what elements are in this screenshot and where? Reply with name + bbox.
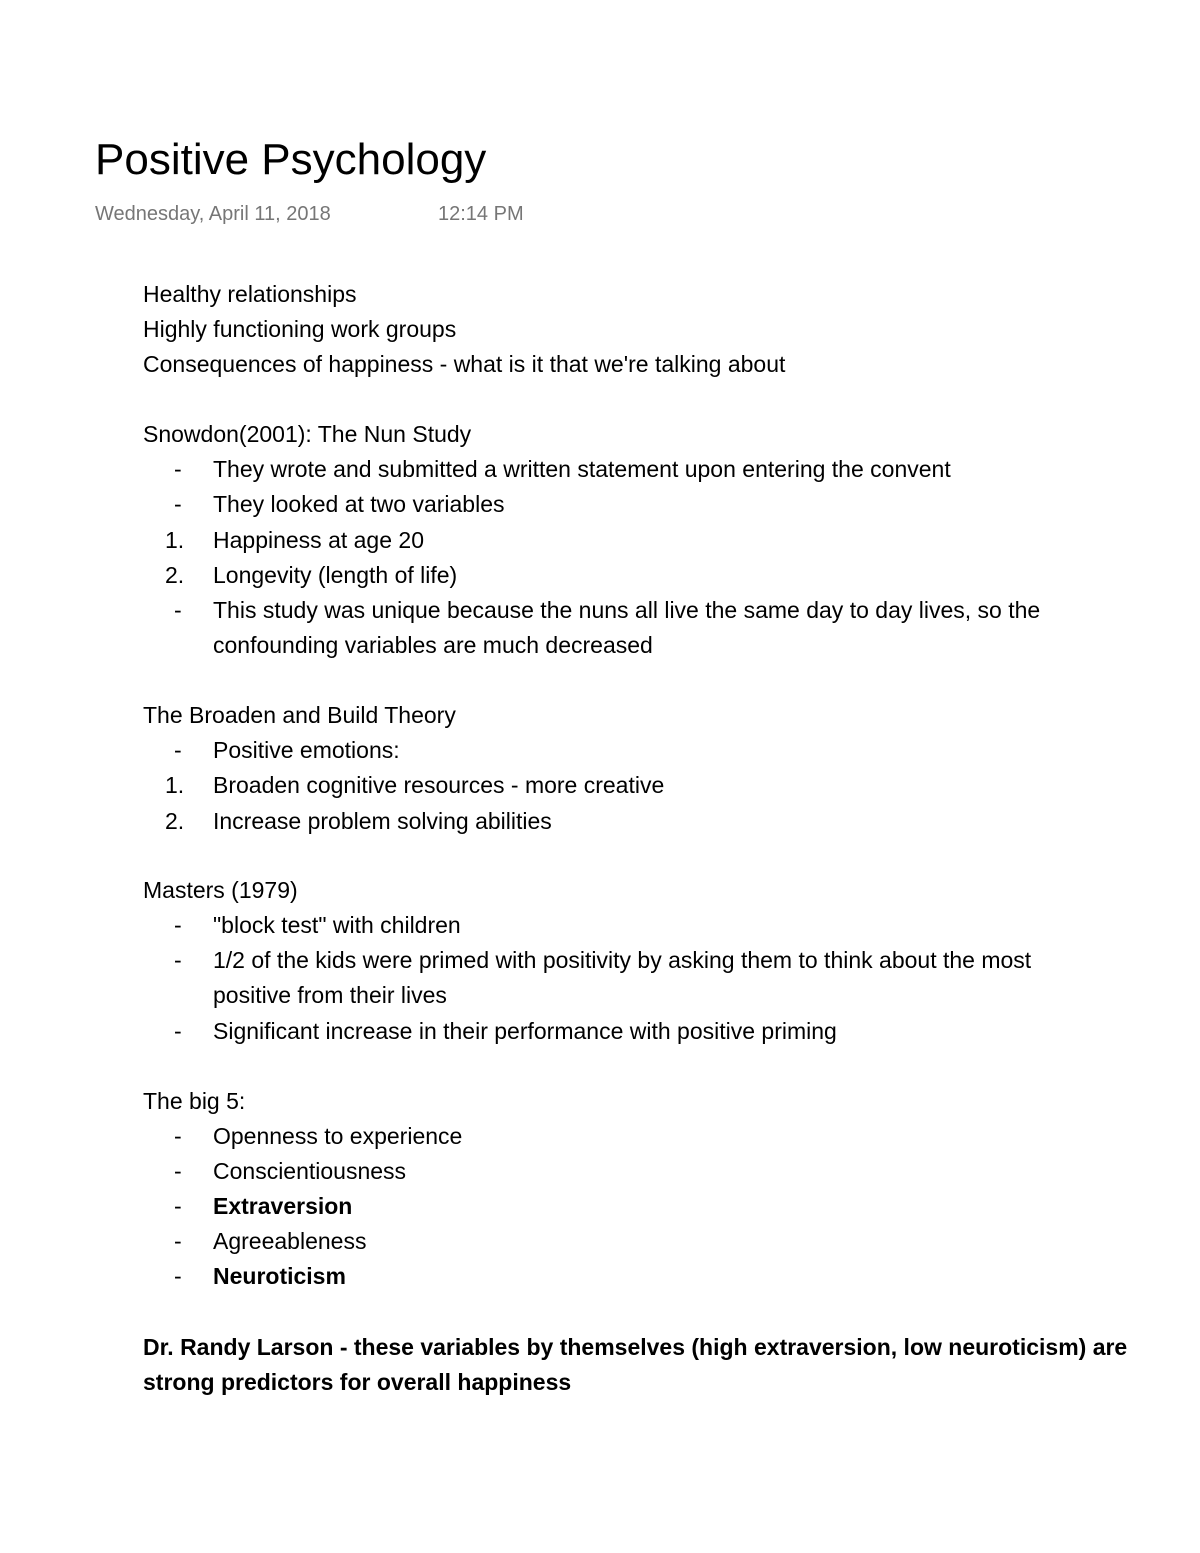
bullet-dash: - xyxy=(174,491,182,517)
list-number: 2. xyxy=(165,562,185,588)
nun-study-bullet-2: They looked at two variables xyxy=(213,491,505,517)
bullet-dash: - xyxy=(174,456,182,482)
big5-item-extraversion: Extraversion xyxy=(213,1193,353,1219)
bullet-dash: - xyxy=(174,912,182,938)
conclusion-line-2: strong predictors for overall happiness xyxy=(143,1369,572,1395)
nun-study-bullet-3-line-2: confounding variables are much decreased xyxy=(213,632,653,658)
big5-heading: The big 5: xyxy=(143,1088,246,1114)
bullet-dash: - xyxy=(174,1123,182,1149)
nun-study-numbered-1: Happiness at age 20 xyxy=(213,527,424,553)
bullet-dash: - xyxy=(174,947,182,973)
list-number: 1. xyxy=(165,527,185,553)
conclusion-line-1: Dr. Randy Larson - these variables by themselves (high extraversion, low neuroticism) are xyxy=(143,1334,1128,1360)
masters-heading: Masters (1979) xyxy=(143,877,298,903)
masters-bullet-1: "block test" with children xyxy=(213,912,461,938)
big5-item-openness: Openness to experience xyxy=(213,1123,463,1149)
big5-item-conscientiousness: Conscientiousness xyxy=(213,1158,407,1184)
nun-study-heading: Snowdon(2001): The Nun Study xyxy=(143,421,472,447)
list-number: 2. xyxy=(165,808,185,834)
broaden-heading: The Broaden and Build Theory xyxy=(143,702,456,728)
broaden-numbered-1: Broaden cognitive resources - more creative xyxy=(213,772,665,798)
intro-line-3: Consequences of happiness - what is it that we're talking about xyxy=(143,351,786,377)
bullet-dash: - xyxy=(174,1158,182,1184)
big5-item-agreeableness: Agreeableness xyxy=(213,1228,367,1254)
nun-study-bullet-1: They wrote and submitted a written statement upon entering the convent xyxy=(213,456,951,482)
page-time: 12:14 PM xyxy=(438,203,524,225)
bullet-dash: - xyxy=(174,1193,182,1219)
intro-line-2: Highly functioning work groups xyxy=(143,316,457,342)
nun-study-numbered-2: Longevity (length of life) xyxy=(213,562,458,588)
bullet-dash: - xyxy=(174,597,182,623)
bullet-dash: - xyxy=(174,1018,182,1044)
intro-line-1: Healthy relationships xyxy=(143,281,357,307)
list-number: 1. xyxy=(165,772,185,798)
broaden-numbered-2: Increase problem solving abilities xyxy=(213,808,552,834)
broaden-bullet-1: Positive emotions: xyxy=(213,737,400,763)
masters-bullet-2-line-2: positive from their lives xyxy=(213,982,447,1008)
page-title: Positive Psychology xyxy=(95,135,487,184)
masters-bullet-3: Significant increase in their performance with positive priming xyxy=(213,1018,837,1044)
big5-item-neuroticism: Neuroticism xyxy=(213,1263,346,1289)
page-date: Wednesday, April 11, 2018 xyxy=(95,203,331,225)
bullet-dash: - xyxy=(174,737,182,763)
nun-study-bullet-3-line-1: This study was unique because the nuns all live the same day to day lives, so the xyxy=(213,597,1041,623)
bullet-dash: - xyxy=(174,1263,182,1289)
masters-bullet-2-line-1: 1/2 of the kids were primed with positivity by asking them to think about the most xyxy=(213,947,1032,973)
bullet-dash: - xyxy=(174,1228,182,1254)
